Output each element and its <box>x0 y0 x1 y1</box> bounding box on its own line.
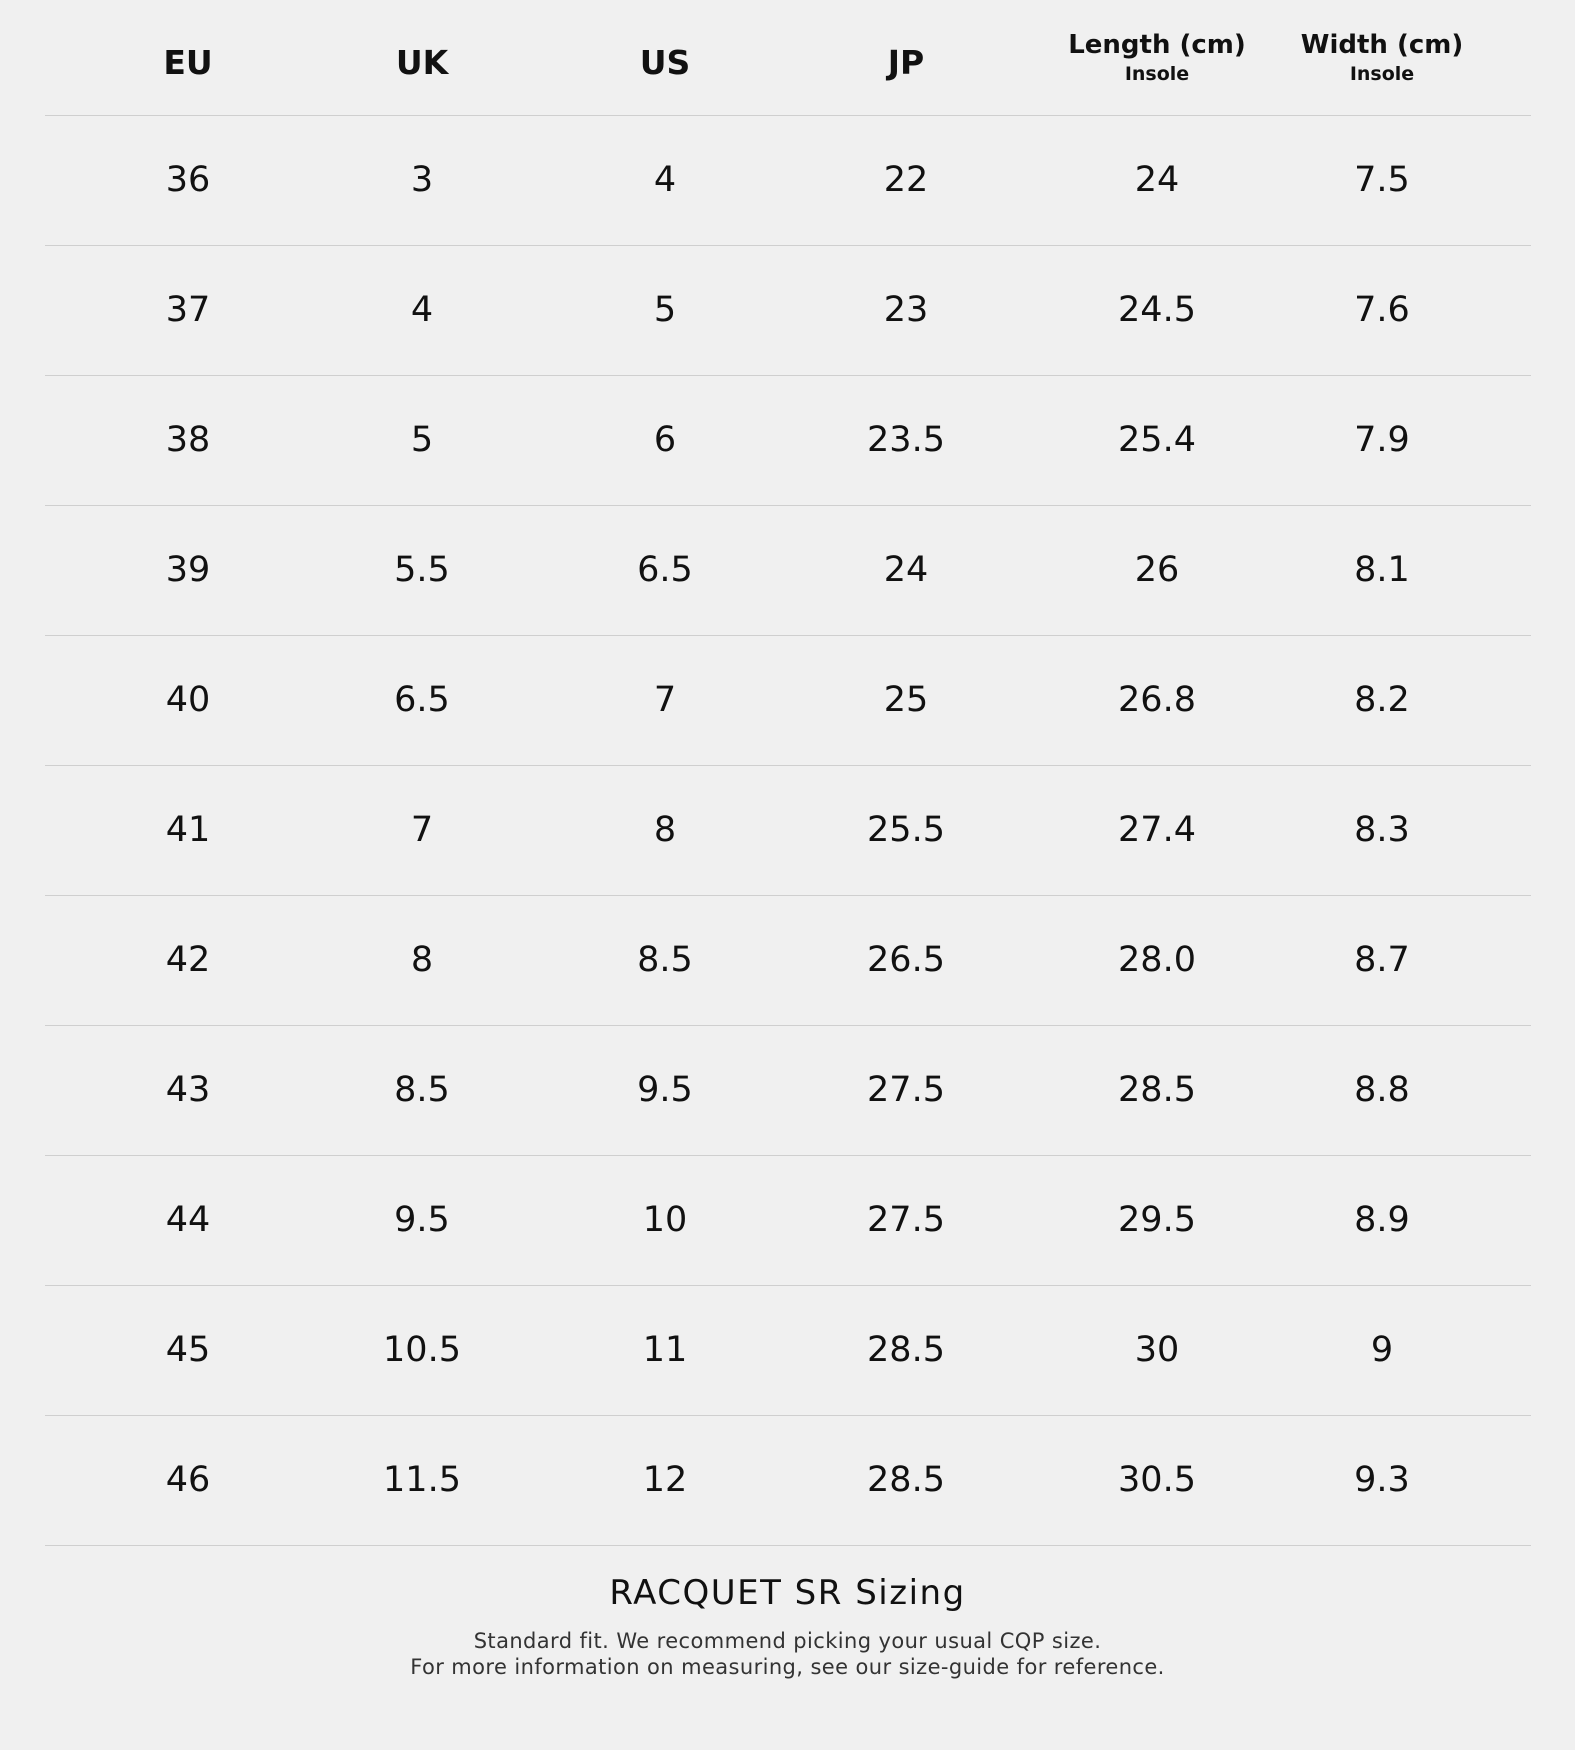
header-us-label: US <box>639 42 691 82</box>
cell-width: 7.6 <box>1354 290 1410 330</box>
header-width-label: Width (cm) <box>1300 29 1464 60</box>
cell-eu: 46 <box>165 1460 211 1500</box>
cell-length: 24.5 <box>1118 290 1196 330</box>
header-length-label: Length (cm) <box>1068 29 1246 60</box>
cell-length: 27.4 <box>1118 810 1196 850</box>
cell-length: 28.5 <box>1118 1070 1196 1110</box>
table-row <box>45 1026 1531 1156</box>
cell-jp: 28.5 <box>867 1460 945 1500</box>
header-width-sublabel: Insole <box>1349 62 1415 85</box>
table-row <box>45 1416 1531 1546</box>
cell-us: 6 <box>653 420 677 460</box>
cell-width: 7.9 <box>1354 420 1410 460</box>
cell-jp: 24 <box>883 550 929 590</box>
cell-width: 8.7 <box>1354 940 1410 980</box>
table-row <box>45 246 1531 376</box>
cell-jp: 28.5 <box>867 1330 945 1370</box>
header-length <box>1068 0 1246 115</box>
table-row <box>45 1156 1531 1286</box>
cell-uk: 9.5 <box>394 1200 450 1240</box>
cell-us: 8 <box>653 810 677 850</box>
cell-width: 7.5 <box>1354 160 1410 200</box>
cell-uk: 5 <box>410 420 434 460</box>
cell-jp: 27.5 <box>867 1070 945 1110</box>
cell-us: 4 <box>653 160 677 200</box>
fit-note: Standard fit. We recommend picking your usual CQP size. <box>473 1629 1102 1653</box>
cell-uk: 6.5 <box>394 680 450 720</box>
cell-jp: 23.5 <box>867 420 945 460</box>
cell-us: 10 <box>642 1200 688 1240</box>
cell-length: 26 <box>1134 550 1180 590</box>
cell-eu: 43 <box>165 1070 211 1110</box>
table-header-row <box>45 0 1531 116</box>
cell-length: 30.5 <box>1118 1460 1196 1500</box>
header-us <box>640 0 691 115</box>
cell-jp: 25.5 <box>867 810 945 850</box>
cell-width: 8.9 <box>1354 1200 1410 1240</box>
header-uk-label: UK <box>395 42 449 82</box>
header-width <box>1301 0 1463 115</box>
measuring-note: For more information on measuring, see our size-guide for reference. <box>410 1655 1165 1679</box>
cell-us: 7 <box>653 680 677 720</box>
cell-eu: 40 <box>165 680 211 720</box>
cell-width: 9.3 <box>1354 1460 1410 1500</box>
cell-eu: 37 <box>165 290 211 330</box>
cell-uk: 10.5 <box>383 1330 461 1370</box>
sizing-footer <box>0 1570 1575 1680</box>
cell-length: 30 <box>1134 1330 1180 1370</box>
cell-eu: 44 <box>165 1200 211 1240</box>
cell-eu: 45 <box>165 1330 211 1370</box>
cell-width: 8.1 <box>1354 550 1410 590</box>
table-row <box>45 1286 1531 1416</box>
cell-us: 5 <box>653 290 677 330</box>
cell-width: 9 <box>1370 1330 1394 1370</box>
cell-uk: 8 <box>410 940 434 980</box>
header-jp-label: JP <box>887 42 925 82</box>
cell-width: 8.2 <box>1354 680 1410 720</box>
cell-us: 11 <box>642 1330 688 1370</box>
header-uk <box>396 0 448 115</box>
table-row <box>45 116 1531 246</box>
cell-uk: 8.5 <box>394 1070 450 1110</box>
cell-us: 6.5 <box>637 550 693 590</box>
cell-uk: 3 <box>410 160 434 200</box>
cell-uk: 4 <box>410 290 434 330</box>
cell-width: 8.8 <box>1354 1070 1410 1110</box>
table-row <box>45 506 1531 636</box>
cell-jp: 27.5 <box>867 1200 945 1240</box>
cell-jp: 25 <box>883 680 929 720</box>
header-eu <box>163 0 212 115</box>
cell-jp: 22 <box>883 160 929 200</box>
cell-eu: 42 <box>165 940 211 980</box>
cell-uk: 7 <box>410 810 434 850</box>
cell-jp: 26.5 <box>867 940 945 980</box>
cell-width: 8.3 <box>1354 810 1410 850</box>
cell-length: 28.0 <box>1118 940 1196 980</box>
cell-length: 29.5 <box>1118 1200 1196 1240</box>
sizing-title: RACQUET SR Sizing <box>609 1573 966 1613</box>
header-length-sublabel: Insole <box>1124 62 1190 85</box>
cell-length: 26.8 <box>1118 680 1196 720</box>
cell-jp: 23 <box>883 290 929 330</box>
cell-uk: 11.5 <box>383 1460 461 1500</box>
cell-us: 12 <box>642 1460 688 1500</box>
header-eu-label: EU <box>163 42 213 82</box>
cell-eu: 41 <box>165 810 211 850</box>
cell-eu: 39 <box>165 550 211 590</box>
cell-us: 9.5 <box>637 1070 693 1110</box>
cell-length: 24 <box>1134 160 1180 200</box>
table-row <box>45 766 1531 896</box>
table-row <box>45 636 1531 766</box>
table-row <box>45 896 1531 1026</box>
cell-eu: 36 <box>165 160 211 200</box>
header-jp <box>888 0 924 115</box>
cell-eu: 38 <box>165 420 211 460</box>
table-row <box>45 376 1531 506</box>
size-chart-table <box>45 0 1531 1546</box>
cell-length: 25.4 <box>1118 420 1196 460</box>
cell-uk: 5.5 <box>394 550 450 590</box>
cell-us: 8.5 <box>637 940 693 980</box>
